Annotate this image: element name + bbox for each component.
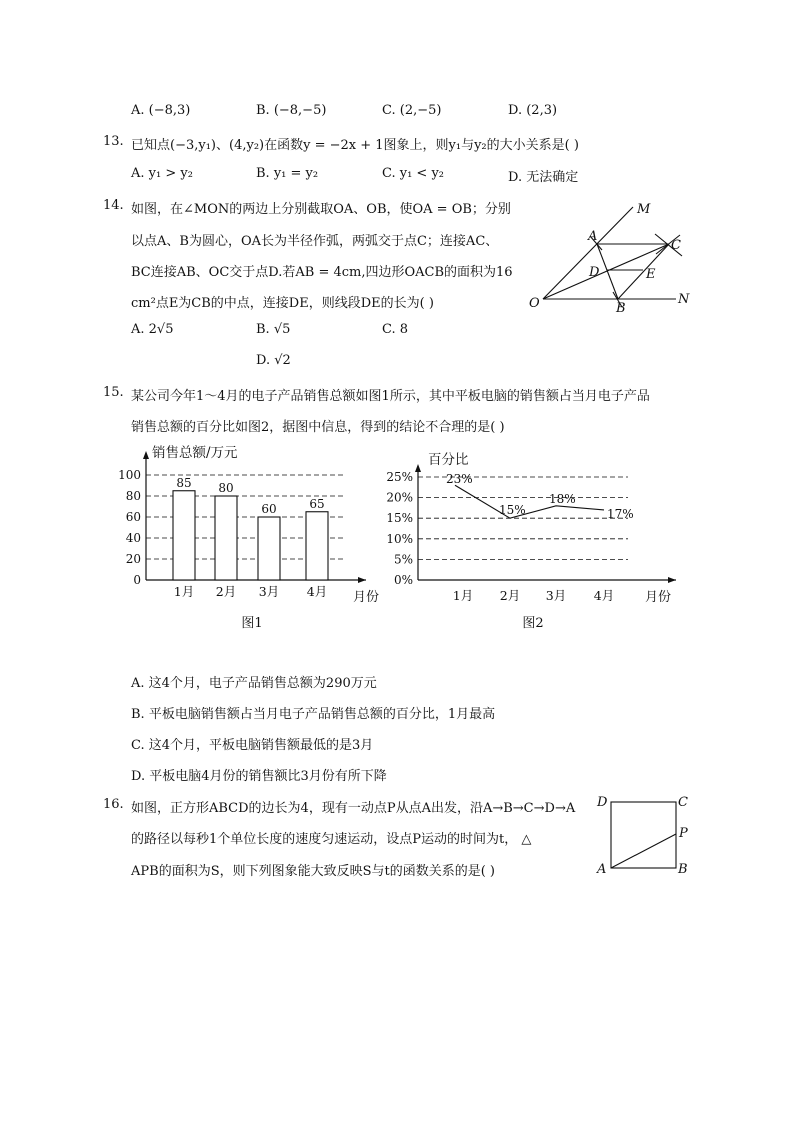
segment-bc (618, 244, 669, 299)
label-p: P (679, 826, 688, 841)
q15-number: 15. (103, 385, 124, 400)
q14-number: 14. (103, 198, 124, 213)
x-tick-label: 4月 (593, 588, 615, 603)
label-a: A (597, 862, 607, 877)
square-abcd (611, 802, 676, 868)
x-tick-label: 2月 (215, 584, 237, 599)
arc-mark-b (613, 292, 622, 307)
q13-option-c[interactable]: C. y₁ < y₂ (382, 166, 445, 181)
q15-option-c[interactable]: C. 这4个月，平板电脑销售额最低的是3月 (131, 738, 374, 753)
y-tick-label: 15% (386, 511, 413, 526)
q15-line-2: 销售总额的百分比如图2，据图中信息，得到的结论不合理的是( ) (131, 420, 505, 435)
y-tick-label: 40 (125, 531, 141, 545)
label-b: B (678, 862, 688, 877)
q15-option-a[interactable]: A. 这4个月，电子产品销售总额为290万元 (131, 676, 377, 691)
q16-line-3: APB的面积为S，则下列图象能大致反映S与t的函数关系的是( ) (131, 864, 496, 879)
q14-option-a[interactable]: A. 2√5 (131, 322, 174, 337)
q15-option-d[interactable]: D. 平板电脑4月份的销售额比3月份有所下降 (131, 769, 387, 784)
label-m: M (637, 202, 651, 217)
ray-om (543, 207, 633, 299)
y-tick-label: 10% (386, 531, 413, 546)
q14-line-4: cm²点E为CB的中点，连接DE，则线段DE的长为( ) (131, 296, 434, 311)
q13-option-b[interactable]: B. y₁ = y₂ (256, 166, 319, 181)
x-axis-title: 月份 (353, 590, 380, 605)
data-label: 18% (549, 492, 576, 506)
chart-title: 图2 (522, 616, 544, 631)
x-tick-label: 3月 (545, 588, 567, 603)
y-axis-arrow (143, 451, 149, 459)
segment-oc (543, 244, 669, 299)
bar-value-label: 80 (218, 481, 234, 495)
q13-stem: 已知点(−3,y₁)、(4,y₂)在函数y = −2x + 1图象上，则y₁与y₂的大小关系是( ) (131, 138, 579, 153)
data-label: 15% (499, 503, 526, 517)
label-c: C (671, 238, 681, 253)
q12-option-c[interactable]: C. (2,−5) (382, 103, 442, 118)
q13-option-d[interactable]: D. 无法确定 (508, 170, 579, 185)
q12-option-b[interactable]: B. (−8,−5) (256, 103, 327, 118)
x-axis-arrow (668, 577, 676, 583)
q16-number: 16. (103, 797, 124, 812)
y-tick-label: 100 (118, 468, 141, 482)
x-axis-title: 月份 (645, 590, 672, 605)
x-tick-label: 3月 (258, 584, 280, 599)
y-axis-title: 销售总额/万元 (152, 445, 238, 461)
q14-line-2: 以点A、B为圆心，OA长为半径作弧，两弧交于点C；连接AC、 (131, 234, 499, 249)
y-axis-arrow (415, 464, 421, 472)
label-c: C (678, 795, 688, 810)
bar (258, 517, 280, 580)
x-tick-label: 1月 (452, 588, 474, 603)
x-tick-label: 4月 (306, 584, 328, 599)
label-d: D (589, 265, 600, 280)
q16-line-1: 如图，正方形ABCD的边长为4，现有一动点P从点A出发，沿A→B→C→D→A (131, 801, 576, 816)
y-tick-label: 20 (125, 552, 141, 566)
q16-line-2: 的路径以每秒1个单位长度的速度匀速运动，设点P运动的时间为t， △ (131, 832, 532, 847)
label-n: N (678, 292, 690, 307)
series-line (455, 485, 604, 518)
bar (215, 496, 237, 580)
q12-option-a[interactable]: A. (−8,3) (131, 103, 191, 118)
q14-line-1: 如图，在∠MON的两边上分别截取OA、OB，使OA = OB；分别 (131, 202, 511, 217)
q13-option-a[interactable]: A. y₁ > y₂ (131, 166, 193, 181)
y-tick-label: 5% (393, 552, 413, 567)
y-tick-label: 80 (125, 489, 141, 503)
q14-option-c[interactable]: C. 8 (382, 322, 409, 337)
y-tick-label: 60 (125, 510, 141, 524)
data-label: 17% (607, 507, 634, 521)
label-d: D (597, 795, 608, 810)
q15-line-1: 某公司今年1～4月的电子产品销售总额如图1所示，其中平板电脑的销售额占当月电子产品 (131, 389, 650, 404)
bar (173, 491, 195, 580)
arc-mark-2 (656, 235, 680, 254)
label-a: A (588, 229, 598, 244)
label-e: E (646, 267, 656, 282)
data-label: 23% (446, 472, 473, 486)
arc-mark-a (590, 236, 602, 250)
segment-ab (597, 244, 618, 299)
bar-value-label: 60 (261, 502, 277, 516)
segment-ap (611, 834, 676, 868)
q14-option-b[interactable]: B. √5 (256, 322, 291, 337)
y-axis-title: 百分比 (428, 452, 469, 468)
q12-option-d[interactable]: D. (2,3) (508, 103, 558, 118)
chart-title: 图1 (241, 616, 263, 631)
y-tick-label: 20% (386, 490, 413, 505)
q13-number: 13. (103, 134, 124, 149)
x-tick-label: 1月 (173, 584, 195, 599)
arc-mark-1 (655, 234, 682, 256)
y-tick-label: 0% (393, 573, 413, 587)
label-o: O (529, 296, 540, 311)
bar-value-label: 85 (176, 475, 192, 490)
q14-option-d[interactable]: D. √2 (256, 353, 291, 368)
bar (306, 512, 328, 580)
x-tick-label: 2月 (499, 588, 521, 603)
y-tick-label: 25% (386, 470, 413, 484)
q14-line-3: BC连接AB、OC交于点D.若AB = 4cm,四边形OACB的面积为16 (131, 265, 513, 280)
x-axis-arrow (358, 577, 366, 583)
y-tick-label: 0 (133, 573, 141, 587)
q15-option-b[interactable]: B. 平板电脑销售额占当月电子产品销售总额的百分比，1月最高 (131, 707, 496, 722)
label-b: B (616, 301, 626, 316)
bar-value-label: 65 (309, 496, 325, 511)
